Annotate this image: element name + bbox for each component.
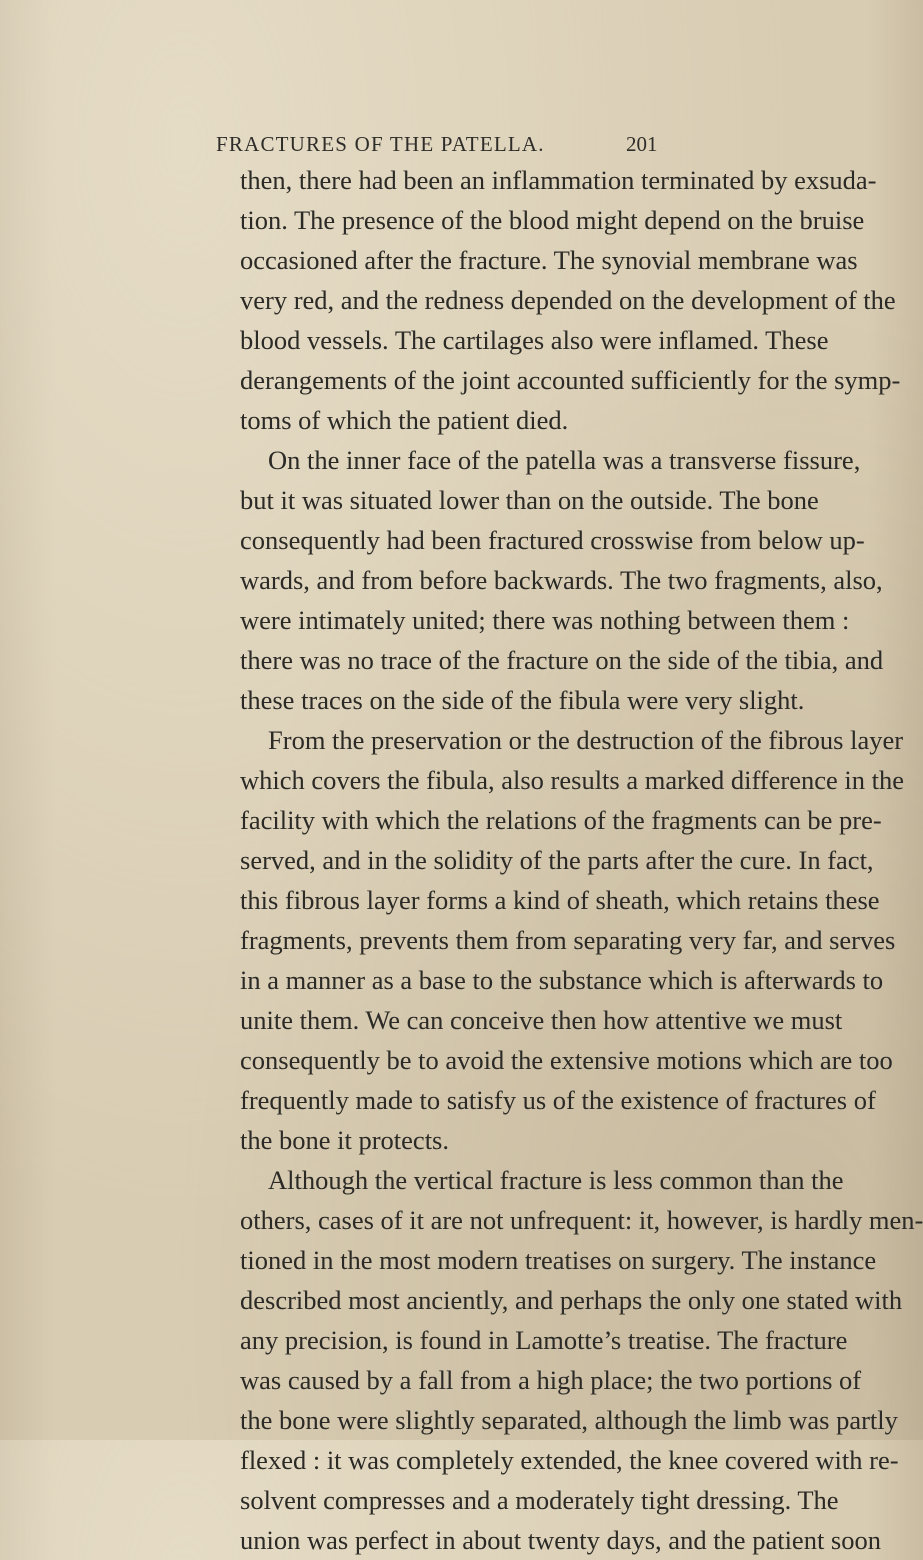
text-line: occasioned after the fracture. The synovial membrane was — [240, 245, 858, 275]
text-line: these traces on the side of the fibula were very slight. — [240, 685, 805, 715]
text-line: Although the vertical fracture is less common than the — [268, 1165, 844, 1195]
text-line: then, there had been an inflammation terminated by exsuda- — [240, 165, 877, 195]
text-line: but it was situated lower than on the outside. The bone — [240, 485, 819, 515]
text-line: union was perfect in about twenty days, and the patient soon — [240, 1525, 881, 1555]
text-line: flexed : it was completely extended, the knee covered with re- — [240, 1445, 899, 1475]
text-line: the bone it protects. — [240, 1125, 449, 1155]
text-line: tioned in the most modern treatises on surgery. The instance — [240, 1245, 877, 1275]
text-line: was caused by a fall from a high place; the two portions of — [240, 1365, 862, 1395]
text-line: From the preservation or the destruction of the fibrous layer — [268, 725, 904, 755]
running-title: FRACTURES OF THE PATELLA. — [216, 132, 545, 156]
text-line: were intimately united; there was nothing between them : — [240, 605, 850, 635]
text-line: served, and in the solidity of the parts after the cure. In fact, — [240, 845, 874, 875]
text-line: derangements of the joint accounted sufficiently for the symp- — [240, 365, 901, 395]
text-line: blood vessels. The cartilages also were inflamed. These — [240, 325, 829, 355]
text-line: unite them. We can conceive then how attentive we must — [240, 1005, 843, 1035]
text-line: this fibrous layer forms a kind of sheath, which retains these — [240, 885, 880, 915]
text-line: frequently made to satisfy us of the existence of fractures of — [240, 1085, 876, 1115]
text-line: wards, and from before backwards. The two fragments, also, — [240, 565, 883, 595]
text-line: facility with which the relations of the fragments can be pre- — [240, 805, 882, 835]
text-line: described most anciently, and perhaps the only one stated with — [240, 1285, 903, 1315]
text-line: others, cases of it are not unfrequent: it, however, is hardly men- — [240, 1205, 923, 1235]
text-line: very red, and the redness depended on the development of the — [240, 285, 896, 315]
text-line: which covers the fibula, also results a marked difference in the — [240, 765, 904, 795]
text-line: any precision, is found in Lamotte’s treatise. The fracture — [240, 1325, 848, 1355]
page-number: 201 — [626, 132, 658, 156]
text-line: fragments, prevents them from separating very far, and serves — [240, 925, 896, 955]
text-line: the bone were slightly separated, although the limb was partly — [240, 1405, 898, 1435]
running-head — [0, 122, 800, 162]
text-line: consequently be to avoid the extensive motions which are too — [240, 1045, 893, 1075]
text-line: there was no trace of the fracture on the side of the tibia, and — [240, 645, 884, 675]
text-line: toms of which the patient died. — [240, 405, 569, 435]
text-line: in a manner as a base to the substance which is afterwards to — [240, 965, 884, 995]
text-line: tion. The presence of the blood might depend on the bruise — [240, 205, 865, 235]
text-line: consequently had been fractured crosswise from below up- — [240, 525, 865, 555]
text-line: solvent compresses and a moderately tight dressing. The — [240, 1485, 839, 1515]
text-line: On the inner face of the patella was a transverse fissure, — [268, 445, 861, 475]
